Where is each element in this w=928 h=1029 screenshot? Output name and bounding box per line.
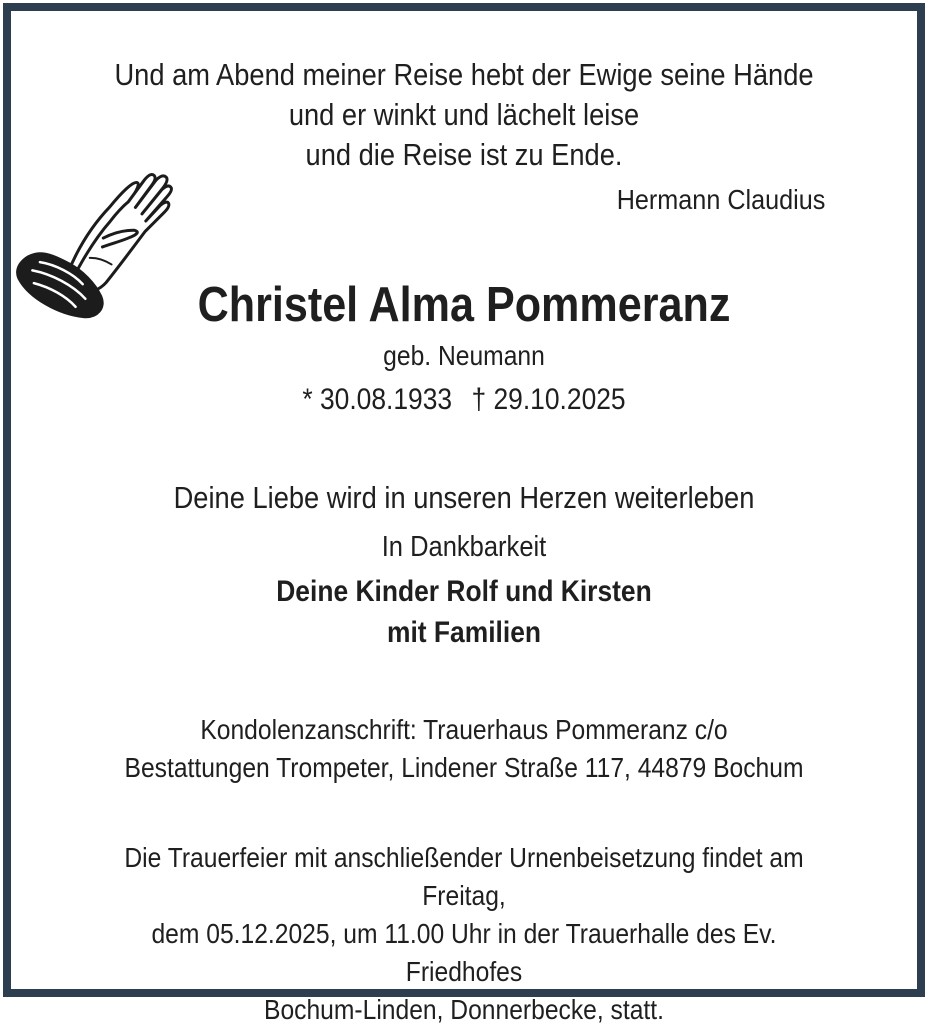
condolence-line-2: Bestattungen Trompeter, Lindener Straße 117, 44879 Bochum xyxy=(124,752,804,783)
funeral-block xyxy=(111,839,817,1029)
condolence-line-1: Kondolenzanschrift: Trauerhaus Pommeranz c/o xyxy=(200,714,728,745)
death-date: † 29.10.2025 xyxy=(471,383,626,416)
maiden-name: geb. Neumann xyxy=(383,340,545,371)
gratitude-line: In Dankbarkeit xyxy=(381,531,547,563)
family-line-2: mit Familien xyxy=(386,616,542,649)
funeral-line-2: dem 05.12.2025, um 11.00 Uhr in der Trauerhalle des Ev. Friedhofes xyxy=(151,918,777,987)
poem-line-1: Und am Abend meiner Reise hebt der Ewige seine Hände xyxy=(114,57,814,92)
tribute-line: Deine Liebe wird in unseren Herzen weiterleben xyxy=(173,480,755,515)
family-block xyxy=(111,571,817,653)
poem-attribution: Hermann Claudius xyxy=(616,184,826,215)
condolence-block xyxy=(111,711,817,787)
birth-date: * 30.08.1933 xyxy=(302,383,453,416)
poem-line-3: und die Reise ist zu Ende. xyxy=(305,137,623,172)
funeral-line-1: Die Trauerfeier mit anschließender Urnenbeisetzung findet am Freitag, xyxy=(124,842,804,911)
funeral-line-3: Bochum-Linden, Donnerbecke, statt. xyxy=(264,994,664,1025)
notice-content xyxy=(11,11,917,1025)
deceased-name: Christel Alma Pommeranz xyxy=(197,278,731,332)
life-dates xyxy=(111,381,817,419)
poem-line-2: und er winkt und lächelt leise xyxy=(288,97,640,132)
family-line-1: Deine Kinder Rolf und Kirsten xyxy=(276,575,652,608)
poem xyxy=(111,55,817,175)
